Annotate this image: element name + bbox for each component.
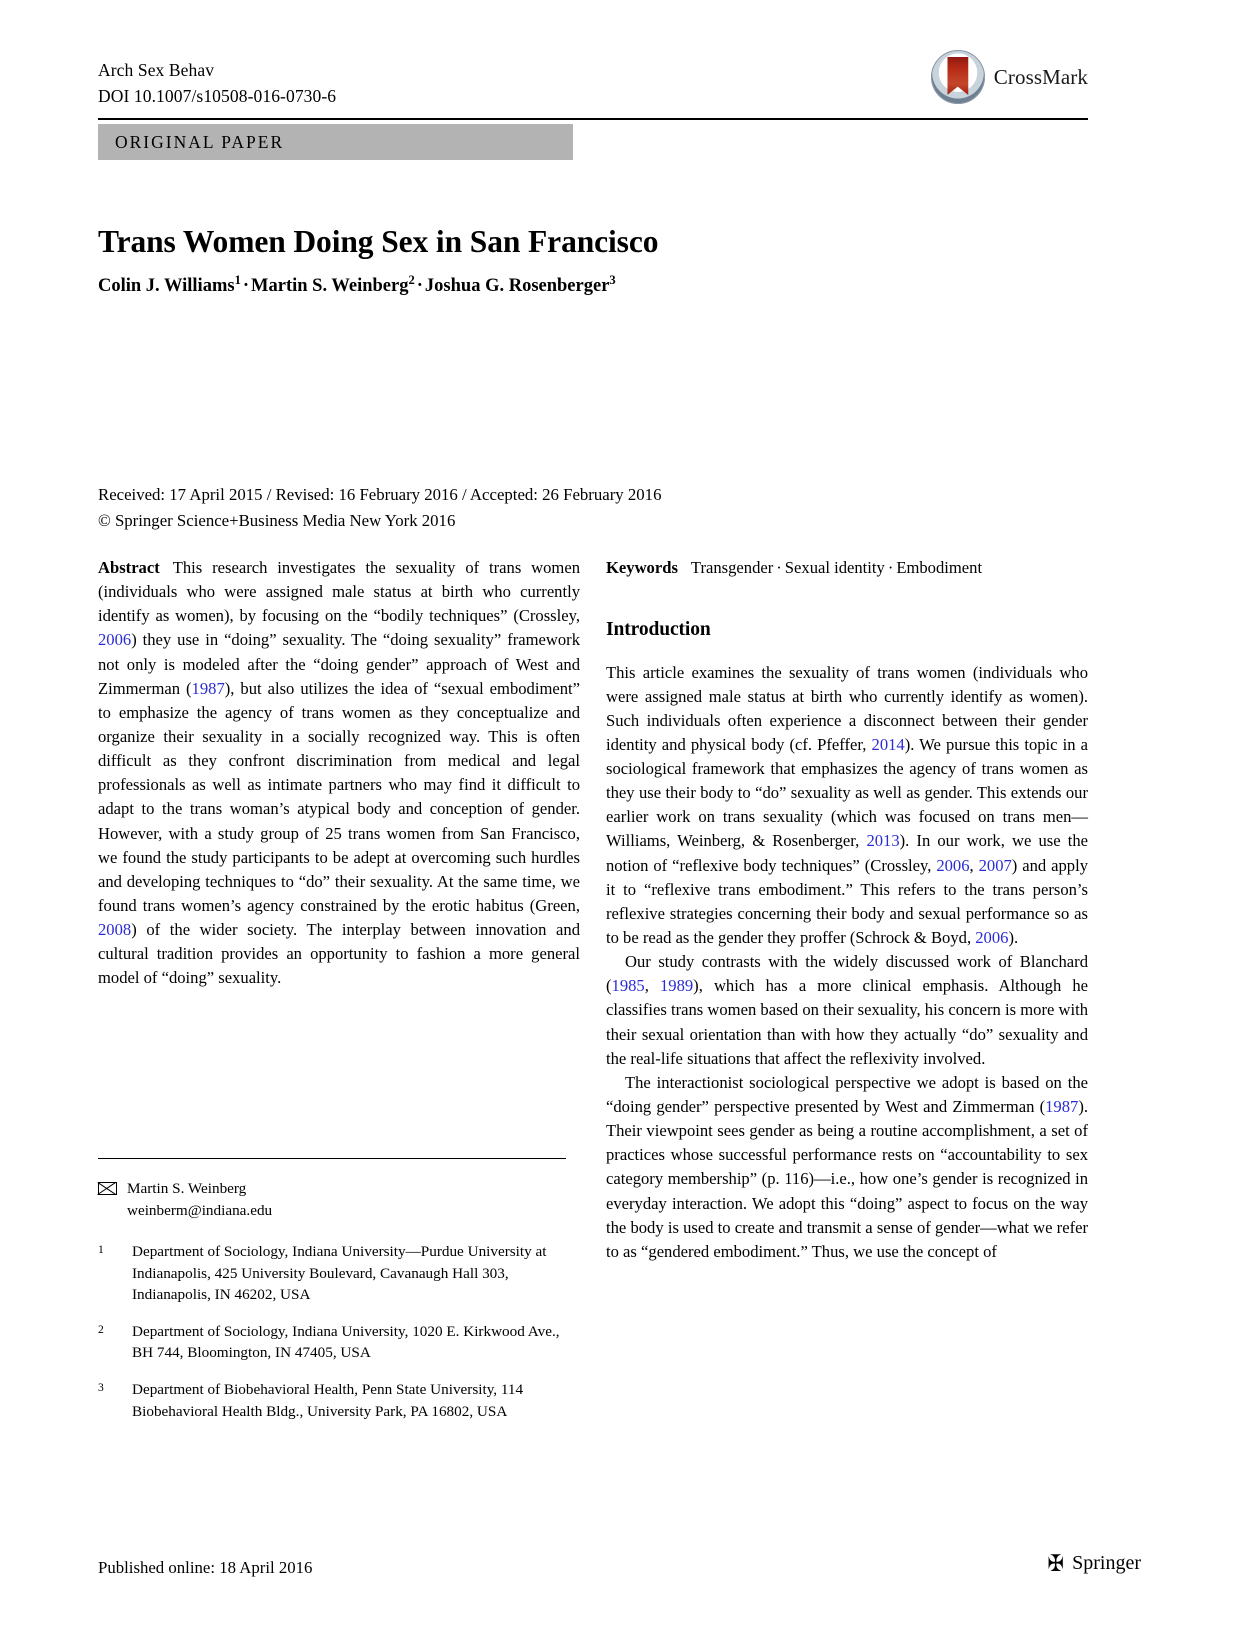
journal-info [98, 58, 336, 110]
copyright-line: © Springer Science+Business Media New York 2016 [98, 510, 456, 530]
citation-link[interactable]: 1989 [659, 976, 694, 996]
abstract-text-2: ) they use in “doing” sexuality. The “doing sexuality” framework not only is modeled after the “doing gender” approach of West and Zimmerman ( [98, 630, 580, 698]
keyword-separator: · [887, 558, 894, 577]
keyword-separator: · [776, 558, 782, 577]
section-heading-introduction: Introduction [606, 619, 711, 641]
footnotes-block [98, 1178, 568, 1437]
citation-link[interactable]: 1987 [191, 678, 225, 698]
citation-link[interactable]: 2007 [978, 855, 1012, 875]
affiliation-item [98, 1321, 568, 1364]
intro-text: ). [1008, 928, 1019, 948]
affiliation-text: Department of Biobehavioral Health, Penn State University, 114 Biobehavioral Health Bldg., University Park, PA 16802, USA [132, 1381, 524, 1420]
intro-text: ). We pursue this topic in a sociological framework that emphasizes the agency of trans women as they use their body to “do” sexuality as well as gender. This extends our earlier work on trans sexuality (which was focused on trans men—Williams, Weinberg, & Rosenberger, [606, 734, 1088, 851]
intro-text: ). In our work, we use the notion of “reflexive body techniques” (Crossley, [606, 831, 1089, 875]
corresponding-author-email[interactable]: weinberm@indiana.edu [127, 1201, 273, 1219]
intro-text: Our study contrasts with the widely discussed work of Blanchard ( [606, 952, 1088, 996]
abstract-text-1: This research investigates the sexuality of trans women (individuals who were assigned male status at birth who currently identify as women), by focusing on the “bodily techniques” (Crossley, [98, 558, 580, 626]
doi-line: DOI 10.1007/s10508-016-0730-6 [98, 85, 337, 106]
author-separator: · [416, 276, 423, 297]
header-divider [98, 118, 1088, 120]
keywords-label: Keywords [606, 558, 678, 577]
intro-text: , [644, 976, 660, 996]
publisher-logo [1046, 1552, 1141, 1575]
keyword-item[interactable]: Transgender [690, 558, 774, 577]
corresponding-author [98, 1178, 568, 1221]
abstract-column [98, 556, 580, 991]
citation-link[interactable]: 2006 [98, 630, 132, 650]
paper-type-badge: ORIGINAL PAPER [98, 124, 573, 160]
citation-link[interactable]: 2014 [871, 734, 905, 754]
author-name: Joshua G. Rosenberger [424, 276, 610, 297]
affiliation-item [98, 1379, 568, 1422]
intro-text: ) and apply it to “reflexive trans embodiment.” This refers to the trans person’s reflexive strategies concerning their body and sexual performance so as to be read as the gender they proffer (Schrock & Boyd, [606, 855, 1088, 948]
intro-paragraph-3 [606, 1071, 1088, 1264]
author-list [98, 273, 998, 297]
received-revised-accepted: Received: 17 April 2015 / Revised: 16 February 2016 / Accepted: 26 February 2016 [98, 485, 662, 504]
author-name: Martin S. Weinberg [251, 276, 409, 297]
author-affiliation-marker: 2 [408, 273, 415, 287]
published-online: Published online: 18 April 2016 [98, 1558, 313, 1577]
abstract-text-4: ) of the wider society. The interplay between innovation and cultural tradition provides an opportunity to fashion a more general model of “doing” sexuality. [98, 920, 580, 988]
citation-link[interactable]: 1987 [1045, 1097, 1079, 1117]
springer-mark-icon: ✠ [1047, 1551, 1064, 1576]
affiliation-number: 3 [98, 1381, 104, 1395]
abstract-paragraph [98, 556, 580, 991]
intro-paragraph-1 [606, 661, 1088, 951]
citation-link[interactable]: 1985 [611, 976, 645, 996]
author-separator: · [242, 276, 250, 297]
affiliation-text: Department of Sociology, Indiana University, 1020 E. Kirkwood Ave., BH 744, Bloomington, IN 47405, USA [132, 1322, 560, 1362]
intro-text: , [969, 855, 979, 875]
page-header [98, 58, 1088, 110]
affiliation-number: 2 [98, 1322, 104, 1336]
publication-dates [98, 482, 718, 533]
citation-link[interactable]: 2008 [98, 920, 132, 940]
publisher-name: Springer [1072, 1552, 1141, 1574]
abstract-label: Abstract [98, 558, 160, 577]
author-affiliation-marker: 1 [234, 273, 241, 287]
citation-link[interactable]: 2013 [866, 831, 900, 851]
keyword-item[interactable]: Sexual identity [784, 558, 885, 577]
intro-text: The interactionist sociological perspective we adopt is based on the “doing gender” perspective presented by West and Zimmerman ( [606, 1072, 1088, 1117]
affiliation-item [98, 1241, 568, 1306]
affiliation-text: Department of Sociology, Indiana University—Purdue University at Indianapolis, 425 University Boulevard, Cavanaugh Hall 303, Indianapolis, IN 46202, USA [132, 1243, 547, 1304]
author-affiliation-marker: 3 [609, 273, 616, 287]
intro-paragraph-2 [606, 950, 1088, 1071]
keywords-paragraph [606, 556, 1088, 580]
footnote-divider [98, 1158, 566, 1159]
citation-link[interactable]: 2006 [975, 928, 1009, 948]
corresponding-author-name: Martin S. Weinberg [127, 1180, 247, 1197]
crossmark-label: CrossMark [993, 64, 1088, 89]
abstract-text-3: ), but also utilizes the idea of “sexual embodiment” to emphasize the agency of trans women as they conceptualize and organize their sexuality in a socially recognized way. This is often difficult as they confront discrimination from medical and legal professionals as well as intimate partners who may find it difficult to adapt to the trans woman’s atypical body and conception of gender. However, with a study group of 25 trans women from San Francisco, we found the study participants to be adept at overcoming such hurdles and developing techniques to “do” their sexuality. At the same time, we found trans women’s agency constrained by the erotic habitus (Green, [98, 678, 580, 915]
intro-text: This article examines the sexuality of trans women (individuals who were assigned male status at birth who currently identify as women). Such individuals often experience a disconnect between their gender identity and physical body (cf. Pfeffer, [606, 662, 1088, 754]
crossmark-logo-icon [931, 50, 985, 104]
main-column [606, 556, 1088, 1264]
corresponding-author-details [127, 1178, 272, 1221]
journal-name: Arch Sex Behav [98, 60, 215, 80]
affiliation-number: 1 [98, 1243, 104, 1257]
intro-text: ), which has a more clinical emphasis. Although he classifies trans women based on their sexuality, his concern is more with their sexual orientation than with how they actually “do” sexuality and the real-life situations that affect the reflexivity involved. [606, 976, 1089, 1068]
citation-link[interactable]: 2006 [936, 855, 970, 875]
author-name: Colin J. Williams [98, 276, 235, 297]
crossmark-badge[interactable] [931, 50, 1088, 104]
envelope-icon [98, 1182, 117, 1195]
page-title: Trans Women Doing Sex in San Francisco [98, 224, 659, 260]
keyword-item[interactable]: Embodiment [896, 558, 983, 577]
intro-text: ). Their viewpoint sees gender as being a routine accomplishment, a set of practices whose successful performance rests on “accountability to sex category membership” (p. 116)—i.e., how one’s gender is recognized in everyday interaction. We adopt this “doing” aspect to focus on the way the body is used to create and transmit a sense of gender—what we refer to as “gendered embodiment.” Thus, we use the concept of [606, 1097, 1088, 1261]
